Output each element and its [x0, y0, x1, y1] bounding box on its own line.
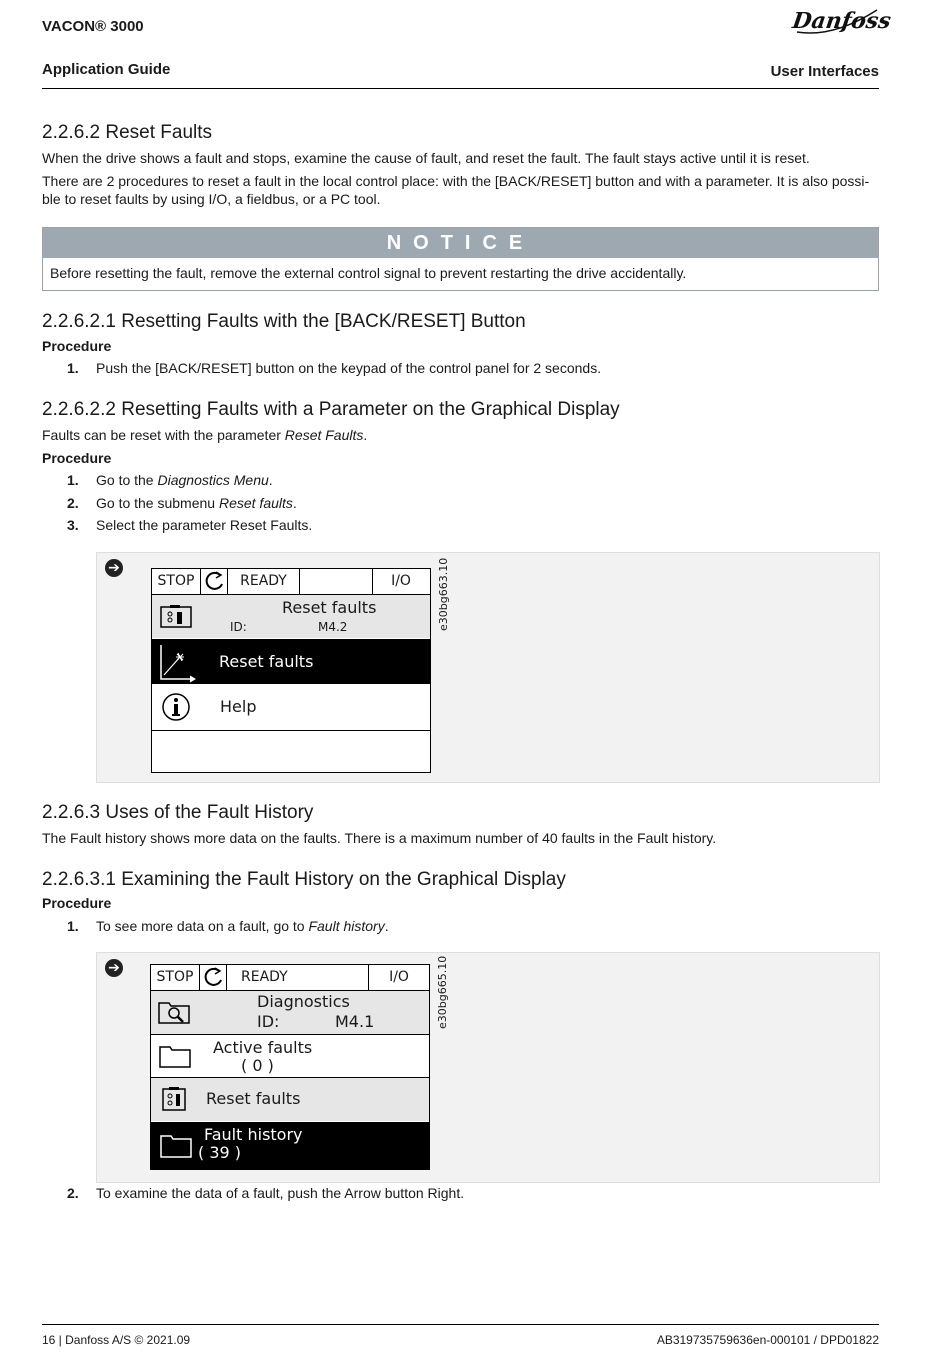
step-number: 2. [67, 1185, 79, 1201]
guide-title: Application Guide [42, 61, 171, 78]
menu-item-help[interactable] [152, 685, 430, 731]
menu-item-reset-faults[interactable] [151, 1078, 429, 1121]
figure-reset-faults [96, 552, 880, 783]
menu-item-count: ( 0 ) [241, 1056, 274, 1075]
figure-fault-history [96, 952, 880, 1183]
status-stop: STOP [152, 569, 201, 594]
svg-text:Danfoss: Danfoss [790, 8, 893, 34]
menu-title: Reset faults [282, 598, 377, 617]
menu-item-label: Reset faults [219, 652, 314, 671]
status-bar [151, 965, 429, 991]
id-label: ID: [230, 620, 247, 634]
status-ready: READY [228, 569, 300, 594]
step-number: 2. [67, 495, 79, 511]
step-number: 1. [67, 918, 79, 934]
step-number: 3. [67, 517, 79, 533]
notice-box [42, 227, 879, 291]
step-text: To examine the data of a fault, push the Arrow button Right. [96, 1185, 465, 1201]
menu-item-label: Fault history [204, 1125, 303, 1144]
intro-end: . [363, 427, 368, 443]
menu-title: Diagnostics [257, 992, 350, 1011]
reset-device-icon [160, 604, 192, 632]
footer-divider [42, 1324, 879, 1325]
step-text: To see more data on a fault, go to Fault history. [96, 918, 389, 934]
rotate-icon [201, 569, 228, 594]
status-ready: READY [227, 965, 369, 990]
menu-item-fault-history[interactable] [151, 1122, 429, 1169]
paragraph-fault-history: The Fault history shows more data on the faults. There is a maximum number of 40 faults in the Fault history. [42, 830, 717, 846]
procedure-label: Procedure [42, 895, 112, 911]
diagnostics-icon [157, 999, 191, 1029]
step-number: 1. [67, 472, 79, 488]
rotate-icon [200, 965, 227, 990]
footer-page-info: 16 | Danfoss A/S © 2021.09 [42, 1333, 191, 1347]
keypad-screen [150, 964, 430, 1170]
menu-item-label: Active faults [213, 1038, 313, 1057]
danfoss-logo [790, 4, 893, 38]
figure-code: e30bg665.10 [436, 955, 449, 1029]
folder-icon [159, 1133, 193, 1163]
paragraph-procedures-line2: ble to reset faults by using I/O, a fieldbus, or a PC tool. [42, 191, 381, 207]
arrow-right-icon: ➔ [105, 959, 123, 977]
id-value: M4.2 [318, 620, 348, 634]
id-value: M4.1 [335, 1012, 375, 1031]
subsection-heading-back-reset: 2.2.6.2.1 Resetting Faults with the [BACK/RESET] Button [42, 311, 526, 332]
intro-italic: Reset Faults [284, 427, 364, 443]
notice-text: Before resetting the fault, remove the external control signal to prevent restarting the drive accidentally. [50, 265, 687, 281]
menu-item-label: Help [220, 697, 257, 716]
subsection-heading-examining: 2.2.6.3.1 Examining the Fault History on the Graphical Display [42, 869, 566, 890]
procedure-label: Procedure [42, 450, 112, 466]
status-bar [152, 569, 430, 595]
status-io: I/O [391, 573, 411, 589]
notice-title: NOTICE [43, 228, 878, 258]
folder-icon [159, 1044, 191, 1072]
status-stop: STOP [151, 965, 200, 990]
step-number: 1. [67, 360, 79, 376]
keypad-screen [151, 568, 431, 773]
step-text: Go to the submenu Reset faults. [96, 495, 297, 511]
section-title: User Interfaces [770, 63, 879, 80]
section-heading-reset-faults: 2.2.6.2 Reset Faults [42, 122, 213, 143]
menu-header [151, 991, 429, 1035]
footer-doc-number: AB319735759636en-000101 / DPD01822 [656, 1333, 879, 1347]
arrow-right-icon: ➔ [105, 559, 123, 577]
step-text: Select the parameter Reset Faults. [96, 517, 313, 533]
menu-item-active-faults[interactable] [151, 1035, 429, 1078]
status-io: I/O [389, 969, 409, 985]
paragraph-parameter-intro [42, 426, 367, 444]
step-text: Go to the Diagnostics Menu. [96, 472, 273, 488]
step-text: Push the [BACK/RESET] button on the keypad of the control panel for 2 seconds. [96, 360, 602, 376]
menu-header [152, 595, 430, 638]
status-empty [300, 569, 373, 594]
parameter-icon [158, 643, 196, 685]
subsection-heading-parameter: 2.2.6.2.2 Resetting Faults with a Parameter on the Graphical Display [42, 399, 620, 420]
menu-item-count: ( 39 ) [198, 1143, 242, 1162]
figure-code: e30bg663.10 [437, 557, 450, 631]
paragraph-fault-intro: When the drive shows a fault and stops, examine the cause of fault, and reset the fault. The fault stays active until it is reset. [42, 150, 810, 166]
product-name: VACON® 3000 [42, 18, 144, 35]
reset-device-icon [161, 1086, 187, 1116]
paragraph-procedures-line1: There are 2 procedures to reset a fault in the local control place: with the [BACK/RESET] button and with a parameter. It is also possi- [42, 173, 870, 189]
header-divider [42, 88, 879, 89]
section-heading-fault-history: 2.2.6.3 Uses of the Fault History [42, 802, 314, 823]
intro-text: Faults can be reset with the parameter [42, 427, 285, 443]
id-label: ID: [257, 1012, 280, 1031]
menu-item-reset-faults[interactable] [152, 639, 430, 684]
procedure-label: Procedure [42, 338, 112, 354]
info-icon [161, 692, 191, 726]
menu-item-label: Reset faults [206, 1089, 301, 1108]
